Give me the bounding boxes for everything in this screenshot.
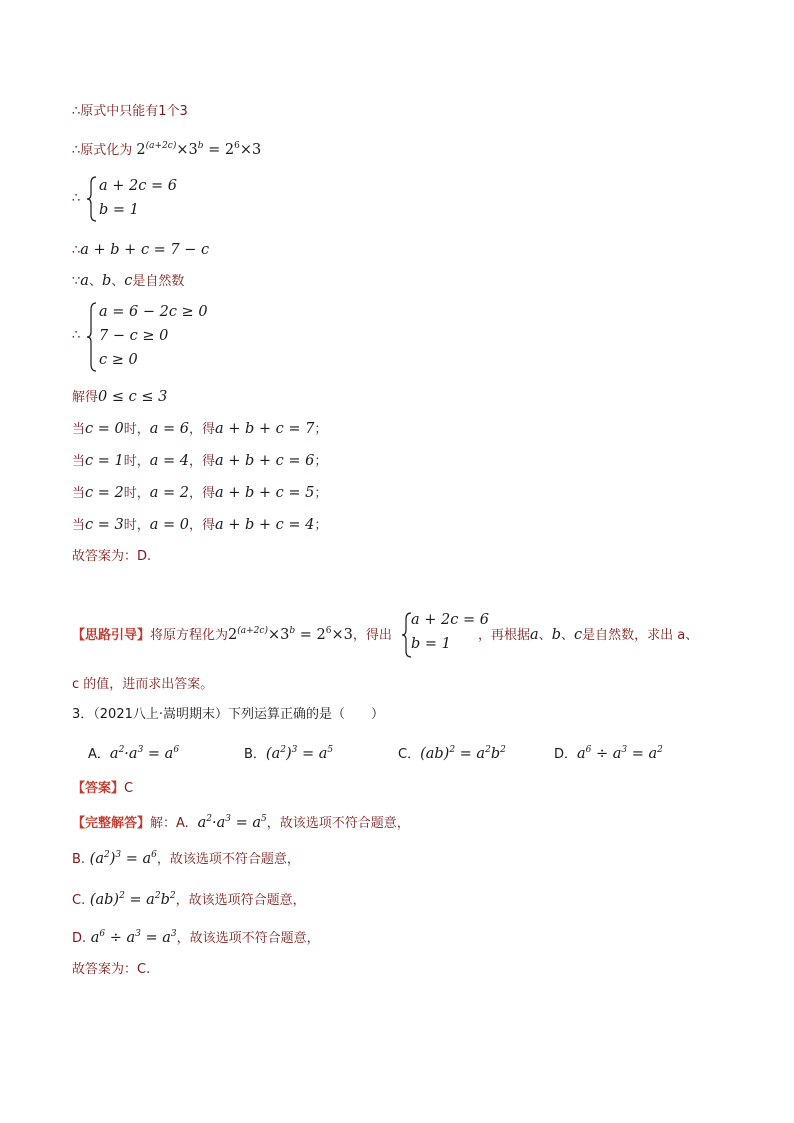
hint-text-b: ，再根据a、b、c是自然数，求出 a、 <box>478 627 699 643</box>
solution-line-a: 【完整解答】解：A. $a^2\cdot a^3 = a^5$，故该选项不符合题意， <box>72 814 410 831</box>
case-line: 当c = 2时，a = 2，得a + b + c = 5； <box>72 485 328 501</box>
hint-section: 【思路引导】将原方程化为$2^{(a+2c)}\times 3^b = 2^6\times 3$，得出 a + 2c = 6 b = 1 ，再根据a、b、c是自然数，求出 a、 <box>72 612 732 660</box>
hint-text-c: c 的值，进而求出答案。 <box>72 677 214 692</box>
system-2-row-1: a = 6 − 2c ≥ 0 <box>99 304 208 320</box>
case-line: 当c = 3时，a = 0，得a + b + c = 4； <box>72 517 328 533</box>
answer-line <box>72 780 133 798</box>
case-line: 当c = 1时，a = 4，得a + b + c = 6； <box>72 453 328 469</box>
system-1-row-2: b = 1 <box>99 202 139 218</box>
solution-final: 故答案为：C. <box>72 962 151 977</box>
option-c: C．$(ab)^2 = a^2b^2$ <box>398 745 506 762</box>
line-2-equation: $2^{(a+2c)}\times 3^b = 2^6\times 3$ <box>136 141 262 158</box>
reasoning-line-4: ∴a + b + c = 7 − c <box>72 242 210 258</box>
solution-line-d: D. $a^6 \div a^3 = a^3$，故该选项不符合题意， <box>72 929 320 946</box>
left-brace-2 <box>86 302 98 372</box>
left-brace-1 <box>86 176 98 222</box>
line-2-prefix: ∴原式化为 <box>72 143 133 158</box>
answer-tag: 【答案】 <box>72 781 125 796</box>
system-1-row-1: a + 2c = 6 <box>99 178 177 194</box>
solve-line: 解得0 ≤ c ≤ 3 <box>72 389 168 405</box>
option-a: A．$a^2\cdot a^3 = a^6$ <box>88 745 180 762</box>
question-stem: 3．（2021八上·嵩明期末）下列运算正确的是（ ） <box>72 707 384 722</box>
answer-line-1: 故答案为：D. <box>72 549 152 564</box>
solution-line-c: C. $(ab)^2 = a^2b^2$，故该选项符合题意， <box>72 891 306 908</box>
reasoning-line-2 <box>72 141 261 160</box>
system-2-row-3: c ≥ 0 <box>99 352 138 368</box>
option-b: B．$(a^2)^3 = a^5$ <box>244 745 334 762</box>
solution-tag: 【完整解答】 <box>72 816 151 831</box>
system-2-row-2: 7 − c ≥ 0 <box>99 328 169 344</box>
answer-value: C <box>124 781 134 796</box>
case-line: 当c = 0时，a = 6，得a + b + c = 7； <box>72 421 328 437</box>
solution-line-b: B. $(a^2)^3 = a^6$，故该选项不符合题意， <box>72 850 300 867</box>
reasoning-line-1: ∴原式中只能有1个3 <box>72 104 188 119</box>
option-d: D．$a^6 \div a^3 = a^2$ <box>554 745 663 762</box>
hint-tag: 【思路引导】 <box>72 628 151 643</box>
reasoning-line-5: ∵a、b、c是自然数 <box>72 273 185 289</box>
hint-text-a: 【思路引导】将原方程化为$2^{(a+2c)}\times 3^b = 2^6\times 3$，得出 <box>72 626 392 643</box>
